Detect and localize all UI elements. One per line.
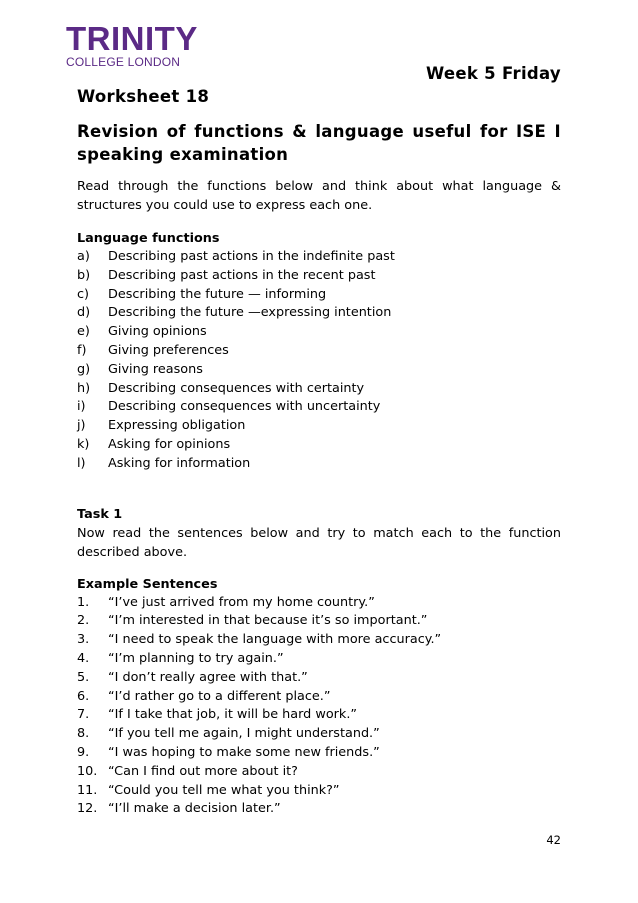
list-item [77,688,561,707]
list-item [77,286,561,305]
list-marker: 1. [77,594,90,610]
list-marker: d) [77,305,91,321]
list-item-text: Describing the future —expressing intention [108,305,392,321]
list-item [77,763,561,782]
list-marker: 7. [77,707,90,723]
list-item-text: “If I take that job, it will be hard work.” [108,707,358,723]
list-item [77,782,561,801]
task-section [77,506,561,562]
trinity-college-london-logo [66,20,226,69]
list-item [77,455,561,474]
examples-title: Example Sentences [77,576,218,592]
list-marker: 10. [77,763,98,779]
list-marker: 9. [77,744,90,760]
list-marker: 12. [77,801,98,817]
functions-list [77,248,561,474]
list-item-text: Giving preferences [108,342,229,358]
list-marker: 2. [77,613,90,629]
list-item-text: “I’ll make a decision later.” [108,801,281,817]
list-item [77,398,561,417]
list-item-text: Giving reasons [108,361,203,377]
list-item-text: Asking for information [108,455,251,471]
list-item [77,594,561,613]
examples-list [77,594,561,820]
list-marker: 3. [77,632,90,648]
list-item-text: “I’m interested in that because it’s so important.” [108,613,428,629]
examples-section [77,576,561,820]
list-item-text: “I’m planning to try again.” [108,650,284,666]
list-marker: h) [77,380,91,396]
task-instructions: Now read the sentences below and try to match each to the function described above. [77,525,561,560]
list-item [77,361,561,380]
list-item [77,612,561,631]
list-item-text: “I need to speak the language with more accuracy.” [108,632,442,648]
week-label: Week 5 Friday [425,64,561,83]
intro-paragraph: Read through the functions below and think about what language & structures you could use to express each one. [77,179,561,213]
list-item-text: Expressing obligation [108,418,246,434]
list-item-text: Describing past actions in the indefinite past [108,249,395,264]
list-item-text: “Could you tell me what you think?” [108,782,340,798]
list-item-text: “I’ve just arrived from my home country.” [108,594,375,610]
list-item [77,417,561,436]
list-marker: 5. [77,669,90,685]
logo-subtitle: COLLEGE LONDON [66,55,181,69]
list-item-text: “I’d rather go to a different place.” [108,688,331,704]
list-item [77,650,561,669]
list-marker: 11. [77,782,98,798]
list-item [77,436,561,455]
list-item [77,304,561,323]
list-item-text: Describing consequences with certainty [108,380,365,396]
list-item [77,800,561,819]
worksheet-title: Worksheet 18 [77,87,210,106]
functions-title: Language functions [77,231,220,246]
list-item-text: Describing past actions in the recent past [108,267,376,283]
page-heading: Revision of functions & language useful for ISE I speaking examination [77,122,561,164]
list-item [77,706,561,725]
list-marker: 6. [77,688,90,704]
list-marker: g) [77,361,91,377]
list-item-text: Giving opinions [108,324,207,340]
list-marker: b) [77,267,91,283]
functions-section [77,230,561,474]
list-item [77,248,561,267]
list-marker: f) [77,342,87,358]
list-item [77,744,561,763]
page-number: 42 [546,833,561,847]
list-item-text: Describing the future — informing [108,286,327,302]
logo-wordmark: TRINITY [66,20,198,57]
list-marker: e) [77,324,90,340]
list-item [77,267,561,286]
list-item [77,669,561,688]
list-item [77,631,561,650]
list-item-text: “Can I find out more about it? [108,763,298,779]
list-marker: l) [77,455,86,471]
list-marker: a) [77,249,90,264]
list-item-text: Describing consequences with uncertainty [108,399,381,415]
list-item [77,342,561,361]
list-item [77,323,561,342]
list-marker: 4. [77,650,90,666]
list-item-text: “I was hoping to make some new friends.” [108,744,380,760]
task-title: Task 1 [77,506,123,522]
worksheet-body [77,86,561,819]
list-marker: j) [77,418,86,434]
list-item-text: “I don’t really agree with that.” [108,669,308,685]
list-marker: 8. [77,726,90,742]
list-marker: c) [77,286,90,302]
list-item [77,380,561,399]
list-marker: i) [77,399,86,415]
list-marker: k) [77,436,90,452]
list-item-text: “If you tell me again, I might understand.” [108,726,380,742]
list-item [77,725,561,744]
list-item-text: Asking for opinions [108,436,231,452]
